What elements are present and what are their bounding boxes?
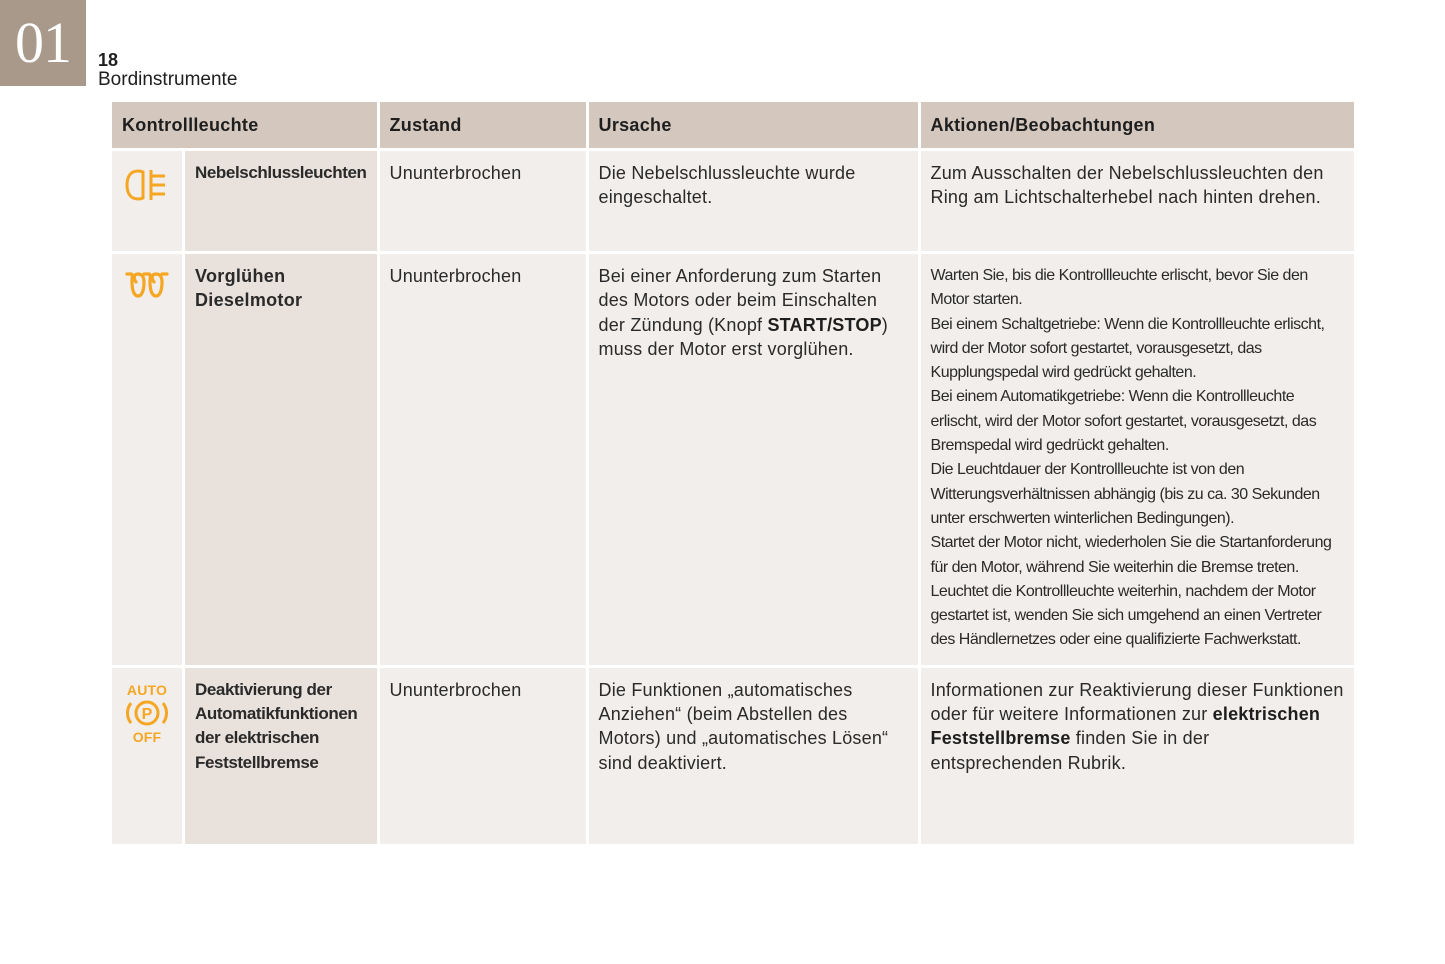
icon-cell <box>112 151 182 251</box>
state-cell: Ununterbrochen <box>380 254 586 665</box>
header-light: Kontrollleuchte <box>112 102 377 148</box>
actions-cell <box>921 668 1354 844</box>
warning-lights-table <box>109 99 1357 847</box>
state-cell: Ununterbrochen <box>380 668 586 844</box>
actions-cell: Zum Ausschalten der Nebelschlussleuchten den Ring am Lichtschalterhebel nach hinten drehen. <box>921 151 1354 251</box>
action-paragraph: Leuchtet die Kontrollleuchte weiterhin, nachdem der Motor gestartet ist, wenden Sie sich umgehend an einen Vertreter des Händlernetzes oder eine qualifizierte Fachwerkstatt. <box>930 582 1322 649</box>
cause-cell: Die Funktionen „automatisches Anziehen“ (beim Abstellen des Motors) und „automatisches Lösen“ sind deaktiviert. <box>589 668 918 844</box>
actions-text: Informationen zur Reaktivierung dieser Funktionen oder für weitere Informationen zur <box>930 679 1344 725</box>
icon-auto-text: AUTO <box>126 681 168 698</box>
cause-cell <box>589 254 918 665</box>
start-stop-label: START/STOP <box>767 314 882 335</box>
icon-cell <box>112 668 182 844</box>
action-paragraph: Startet der Motor nicht, wiederholen Sie die Startanforderung für den Motor, während Sie weiterhin die Bremse treten. <box>930 534 1332 576</box>
icon-p-text: P <box>141 705 153 723</box>
action-paragraph: Bei einem Automatikgetriebe: Wenn die Kontrollleuchte erlischt, wird der Motor sofort gestartet, vorausgesetzt, das Bremspedal wird gedrückt gehalten. <box>930 388 1317 455</box>
header-cause: Ursache <box>589 102 918 148</box>
rear-fog-light-icon <box>122 165 172 205</box>
page-number: 18 <box>98 50 119 70</box>
action-paragraph: Bei einem Schaltgetriebe: Wenn die Kontrollleuchte erlischt, wird der Motor sofort gestartet, vorausgesetzt, das Kupplungspedal wird gedrückt gehalten. <box>930 315 1325 382</box>
cause-cell: Die Nebelschlussleuchte wurde eingeschaltet. <box>589 151 918 251</box>
light-name: Vorglühen Dieselmotor <box>185 254 377 665</box>
chapter-tab: 01 <box>0 0 86 86</box>
header-state: Zustand <box>380 102 586 148</box>
table-row <box>112 668 1354 844</box>
cause-text-end: ) muss der Motor erst vorglühen. <box>598 314 888 359</box>
section-title: Bordinstrumente <box>98 69 238 90</box>
state-cell: Ununterbrochen <box>380 151 586 251</box>
cause-text: Bei einer Anforderung zum Starten des Motors oder beim Einschalten der Zündung (Knopf <box>598 266 882 335</box>
table-row <box>112 254 1354 665</box>
table-row <box>112 151 1354 251</box>
table-header-row <box>112 102 1354 148</box>
header-actions: Aktionen/Beobachtungen <box>921 102 1354 148</box>
icon-off-text: OFF <box>132 728 162 744</box>
auto-parking-brake-off-icon <box>122 682 172 744</box>
action-paragraph: Warten Sie, bis die Kontrollleuchte erlischt, bevor Sie den Motor starten. <box>930 267 1308 309</box>
icon-cell <box>112 254 182 665</box>
diesel-preheating-icon <box>122 268 172 300</box>
light-name: Deaktivierung der Automatikfunktionen der elektrischen Feststellbremse <box>185 668 377 844</box>
light-name: Nebelschlussleuchten <box>185 151 377 251</box>
parking-brake-label: elektrischen Feststellbremse <box>930 704 1321 749</box>
action-paragraph: Die Leuchtdauer der Kontrollleuchte ist von den Witterungsverhältnissen abhängig (bis zu ca. 30 Sekunden unter erschwerten winterlichen Bedingungen). <box>930 461 1320 527</box>
actions-cell <box>921 254 1354 665</box>
actions-text-end: finden Sie in der entsprechenden Rubrik. <box>930 728 1210 773</box>
